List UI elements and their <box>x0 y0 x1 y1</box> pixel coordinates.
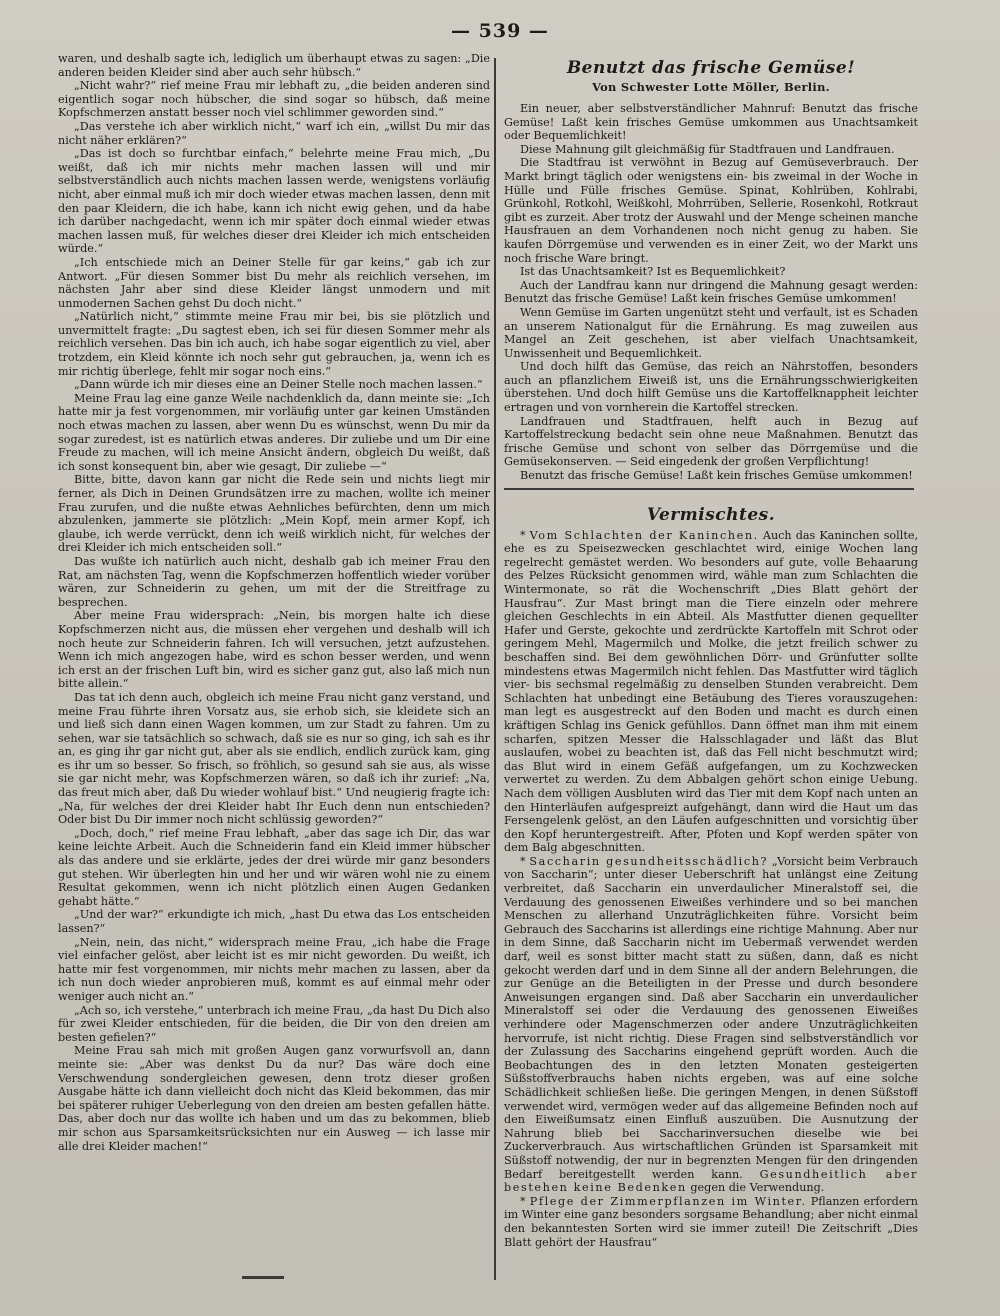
story-paragraph: „Natürlich nicht,“ stimmte meine Frau mir bei, bis sie plötzlich und unvermittelt fragte: „Du sagtest eben, ich sei für diesen Sommer mehr als reichlich versehen. Das bin ich auch, ich habe sogar eigentlich zu viel, aber trotzdem, ein Kleid könnte ich noch sehr gut gebrauchen, ja, wenn ich es mir richtig überlege, fehlt mir sogar noch eins.“ <box>58 310 490 378</box>
misc-item-saccharin: * Saccharin gesundheitsschädlich? „Vorsicht beim Verbrauch von Saccharin“; unter dieser Ueberschrift hat unlängst eine Zeitung verbreitet, daß Saccharin ein unverdaulicher Mineralstoff sei, die Verdauung des genossenen Eiweißes verhindere und so bei manchen Menschen zu allerhand Unzuträglichkeiten führe. Vorsicht beim Gebrauch des Saccharins ist allerdings eine richtige Mahnung. Aber nur in dem Sinne, daß Saccharin nicht im Uebermaß verwendet werden darf, weil es sonst bitter macht statt zu süßen, dann, daß es nicht gekocht werden darf und in dem Sinne all der andern Belehrungen, die zur Genüge an die Beteiligten in der Presse und durch besondere Anweisungen ergangen sind. Daß aber Saccharin ein unverdaulicher Mineralstoff sei oder die Verdauung des genossenen Eiweißes verhindere oder Magenschmerzen oder andere Unzuträglichkeiten hervorrufe, ist nicht richtig. Diese Fragen sind selbstverständlich vor der Zulassung des Saccharins eingehend geprüft worden. Auch die Beobachtungen des in den letzten Monaten gesteigerten Süßstoffverbrauchs haben nichts ergeben, was auf eine solche Schädlichkeit schließen ließe. Die geringen Mengen, in denen Süßstoff verwendet wird, vermögen weder auf das allgemeine Befinden noch auf den Eiweißumsatz einen Einfluß auszuüben. Die Ausnutzung der Nahrung blieb bei Saccharinversuchen dieselbe wie bei Zuckerverbrauch. Aus wirtschaftlichen Gründen ist Sparsamkeit mit Süßstoff notwendig, der nur in begrenzten Mengen für den dringenden Bedarf bereitgestellt werden kann. Gesundheitlich aber bestehen keine Bedenken gegen die Verwendung. <box>504 854 918 1195</box>
column-divider <box>494 58 496 1280</box>
misc-item-text: Pflanzen erfordern im Winter eine ganz besonders sorgsame Behandlung; aber nicht einmal den bekanntesten Sorten wird sie immer zuteil! Die Zeitschrift „Dies Blatt gehört der Hausfrau“ <box>504 1194 918 1249</box>
story-paragraph: „Nicht wahr?“ rief meine Frau mir lebhaft zu, „die beiden anderen sind eigentlich sogar noch hübscher, die sind sogar so hübsch, daß meine Kopfschmerzen anstatt besser noch viel schlimmer geworden sind.“ <box>58 79 490 120</box>
article-paragraph: Wenn Gemüse im Garten ungenützt steht und verfault, ist es Schaden an unserem Nationalgut für die Ernährung. Es mag zuweilen aus Mangel an Zeit geschehen, ist aber vielfach Unachtsamkeit, Unwissenheit und Bequemlichkeit. <box>504 305 918 360</box>
page-number: — 539 — <box>451 20 549 42</box>
story-paragraph: „Das verstehe ich aber wirklich nicht,“ warf ich ein, „willst Du mir das nicht näher erklären?“ <box>58 119 490 147</box>
misc-item-heading: Saccharin gesundheitsschädlich? <box>529 854 769 868</box>
article-paragraph: Benutzt das frische Gemüse! Laßt kein frisches Gemüse umkommen! <box>520 469 913 483</box>
article-paragraph: Auch der Landfrau kann nur dringend die Mahnung gesagt werden: Benutzt das frische Gemüse! Laßt kein frisches Gemüse umkommen! <box>504 278 918 306</box>
article-paragraph: Ein neuer, aber selbstverständlicher Mahnruf: Benutzt das frische Gemüse! Laßt kein frisches Gemüse umkommen aus Unachtsamkeit oder Bequemlichkeit! <box>504 102 918 143</box>
story-paragraph: Bitte, bitte, davon kann gar nicht die Rede sein und nichts liegt mir ferner, als Dich in Deinen Grundsätzen irre zu machen, wollte ich meiner Frau zurufen, und die nußte etwas Aehnliches befürchten, denn um mich abzulenken, jammerte sie plötzlich: „Mein Kopf, mein armer Kopf, ich glaube, ich werde verrückt, denn ich weiß wirklich nicht, für welches der drei Kleider ich mich entscheiden soll.“ <box>58 473 490 555</box>
story-paragraph: „Das ist doch so furchtbar einfach,“ belehrte meine Frau mich, „Du weißt, daß ich mir nichts mehr machen lassen will und mir selbstverständlich auch nichts machen lassen werde, wenigstens vorläufig nicht, aber einmal muß ich mir doch wieder etwas machen lassen, denn mit den paar Kleidern, die ich habe, kann ich nicht ewig gehen, und da habe ich darüber nachgedacht, wenn ich mir später doch einmal wieder etwas machen lassen muß, für welches dieser drei Kleider ich mich entscheiden würde.“ <box>58 147 490 256</box>
story-paragraph: „Und der war?“ erkundigte ich mich, „hast Du etwa das Los entscheiden lassen?“ <box>58 908 490 935</box>
story-paragraph: „Ich entschiede mich an Deiner Stelle für gar keins,“ gab ich zur Antwort. „Für diesen Sommer bist Du mehr als reichlich versehen, im nächsten Jahr aber sind diese Kleider längst unmodern und mit unmodernen Sachen gehst Du doch nicht.“ <box>58 255 490 310</box>
story-paragraph: „Dann würde ich mir dieses eine an Deiner Stelle noch machen lassen.“ <box>74 378 483 392</box>
story-paragraph: Aber meine Frau widersprach: „Nein, bis morgen halte ich diese Kopfschmerzen nicht aus, die müssen eher vergehen und deshalb will ich noch heute zur Schneiderin fahren. Ich will versuchen, jetzt aufzustehen. Wenn ich mich angezogen habe, wird es schon besser werden, und wenn ich erst an der frischen Luft bin, wird es sicher ganz gut, also laß mich nun bitte allein.“ <box>58 609 490 691</box>
misc-item-emphasis: Gesundheitlich aber bestehen keine Bedenken <box>504 1167 918 1195</box>
story-paragraph: Das wußte ich natürlich auch nicht, deshalb gab ich meiner Frau den Rat, am nächsten Tag, wenn die Kopfschmerzen hoffentlich wieder vorüber wären, zur Schneiderin zu gehen, um mit der die Streitfrage zu besprechen. <box>58 554 490 609</box>
article-miscellaneous <box>504 505 918 1249</box>
article-vegetables <box>504 58 918 483</box>
story-paragraph: Meine Frau lag eine ganze Weile nachdenklich da, dann meinte sie: „Ich hatte mir ja fest vorgenommen, mir vorläufig unter gar keinen Umständen noch etwas machen zu lassen, aber wenn Du es wünschst, wenn Du mir da sogar zuredest, ist es natürlich etwas anderes. Dir zuliebe und um Dir eine Freude zu machen, will ich meine Ansicht ändern, obgleich Du weißt, daß ich sonst konsequent bin, aber wie gesagt, Dir zuliebe —“ <box>58 391 490 473</box>
article-paragraph: Und doch hilft das Gemüse, das reich an Nährstoffen, besonders auch an pflanzlichem Eiweiß ist, uns die Ernährungsschwierigkeiten überstehen. Und doch hilft Gemüse uns die Kartoffelknappheit leichter ertragen und von vornherein die Kartoffel strecken. <box>504 360 918 415</box>
left-column-story <box>58 52 490 1282</box>
story-paragraph: waren, und deshalb sagte ich, lediglich um überhaupt etwas zu sagen: „Die anderen beiden Kleider sind aber auch sehr hübsch.“ <box>58 52 490 79</box>
misc-item-text: Auch das Kaninchen sollte, ehe es zu Speisezwecken geschlachtet wird, einige Wochen lang regelrecht gemästet werden. Wo besonders auf gute, volle Behaarung des Pelzes Rücksicht genommen wird, wähle man zum Schlachten die Wintermonate, so rät die Wochenschrift „Dies Blatt gehört der Hausfrau“. Zur Mast bringt man die Tiere einzeln oder mehrere gleichen Geschlechts in ein Abteil. Als Mastfutter dienen gequellter Hafer und Gerste, gekochte und zerdrückte Kartoffeln mit Schrot oder geringem Mehl, Magermilch und Molke, die jetzt freilich schwer zu beschaffen sind. Bei dem gewöhnlichen Dörr- und Grünfutter sollte mindestens etwas Magermilch nicht fehlen. Das Mastfutter wird täglich vier- bis sechsmal regelmäßig zu denselben Stunden verabreicht. Dem Schlachten hat unbedingt eine Betäubung des Tieres vorauszugehen: man legt es ausgestreckt auf den Boden und macht es durch einen kräftigen Schlag ins Genick gefühllos. Dann öffnet man ihm mit einem scharfen, spitzen Messer die Halsschlagader und läßt das Blut auslaufen, wobei zu beachten ist, daß das Fell nicht beschmutzt wird; das Blut wird in einem Gefäß aufgefangen, um zu Kochzwecken verwertet zu werden. Zu dem Abbalgen gehört schon einige Uebung. Nach dem völligen Ausbluten wird das Tier mit dem Kopf nach unten an den Hinterläufen aufgespreizt aufgehängt, dann wird die Haut um das Fersengelenk gelöst, an den Läufen aufgeschnitten und vorsichtig über den Kopf heruntergestreift. After, Pfoten und Kopf werden später von dem Balg abgeschnitten. <box>504 528 918 855</box>
story-paragraph: „Ach so, ich verstehe,“ unterbrach ich meine Frau, „da hast Du Dich also für zwei Kleider entschieden, für die beiden, die Dir von den dreien am besten gefielen?“ <box>58 1003 490 1044</box>
story-paragraph: „Nein, nein, das nicht,“ widersprach meine Frau, „ich habe die Frage viel einfacher gelöst, aber leicht ist es mir nicht geworden. Du weißt, ich hatte mir fest vorgenommen, mir nichts mehr machen zu lassen, aber da ich nun doch wieder anprobieren muß, kommt es auf einmal mehr oder weniger auch nicht an.“ <box>58 935 490 1003</box>
misc-item-houseplants: * Pflege der Zimmerpflanzen im Winter. Pflanzen erfordern im Winter eine ganz besonders sorgsame Behandlung; aber nicht einmal den bekanntesten Sorten wird sie immer zuteil! Die Zeitschrift „Dies Blatt gehört der Hausfrau“ <box>504 1194 918 1249</box>
article-paragraph: Ist das Unachtsamkeit? Ist es Bequemlichkeit? <box>520 265 786 279</box>
misc-item-heading: Pflege der Zimmerpflanzen im Winter. <box>529 1194 807 1208</box>
article-title: Benutzt das frische Gemüse! <box>566 58 856 78</box>
article-paragraph: Landfrauen und Stadtfrauen, helft auch in Bezug auf Kartoffelstreckung bedacht sein ohne neue Maßnahmen. Benutzt das frische Gemüse und schont von selber das Dörrgemüse und die Gemüsekonserven. — Seid eingedenk der großen Verpflichtung! <box>504 414 918 469</box>
misc-item-text: gegen die Verwendung. <box>686 1181 825 1195</box>
story-paragraph: „Doch, doch,“ rief meine Frau lebhaft, „aber das sage ich Dir, das war keine leichte Arbeit. Auch die Schneiderin fand ein Kleid immer hübscher als das andere und sie erklärte, jedes der drei würde mir ganz besonders gut stehen. Wir überlegten hin und her und wir wären wohl nie zu einem Resultat gekommen, wenn ich nicht plötzlich einen Augen Gedanken gehabt hätte.“ <box>58 826 490 908</box>
misc-item-rabbits: * Vom Schlachten der Kaninchen. Auch das Kaninchen sollte, ehe es zu Speisezwecken geschlachtet wird, einige Wochen lang regelrecht gemästet werden. Wo besonders auf gute, volle Behaarung des Pelzes Rücksicht genommen wird, wähle man zum Schlachten die Wintermonate, so rät die Wochenschrift „Dies Blatt gehört der Hausfrau“. Zur Mast bringt man die Tiere einzeln oder mehrere gleichen Geschlechts in ein Abteil. Als Mastfutter dienen gequellter Hafer und Gerste, gekochte und zerdrückte Kartoffeln mit Schrot oder geringem Mehl, Magermilch und Molke, die jetzt freilich schwer zu beschaffen sind. Bei dem gewöhnlichen Dörr- und Grünfutter sollte mindestens etwas Magermilch nicht fehlen. Das Mastfutter wird täglich vier- bis sechsmal regelmäßig zu denselben Stunden verabreicht. Dem Schlachten hat unbedingt eine Betäubung des Tieres vorauszugehen: man legt es ausgestreckt auf den Boden und macht es durch einen kräftigen Schlag ins Genick gefühllos. Dann öffnet man ihm mit einem scharfen, spitzen Messer die Halsschlagader und läßt das Blut auslaufen, wobei zu beachten ist, daß das Fell nicht beschmutzt wird; das Blut wird in einem Gefäß aufgefangen, um zu Kochzwecken verwertet zu werden. Zu dem Abbalgen gehört schon einige Uebung. Nach dem völligen Ausbluten wird das Tier mit dem Kopf nach unten an den Hinterläufen aufgespreizt aufgehängt, dann wird die Haut um das Fersengelenk gelöst, an den Läufen aufgeschnitten und vorsichtig über den Kopf heruntergestreift. After, Pfoten und Kopf werden später von dem Balg abgeschnitten. <box>504 528 918 855</box>
article-byline: Von Schwester Lotte Möller, Berlin. <box>592 80 830 94</box>
article-paragraph: Die Stadtfrau ist verwöhnt in Bezug auf Gemüseverbrauch. Der Markt bringt täglich oder wenigstens ein- bis zweimal in der Woche in Hülle und Fülle frisches Gemüse. Spinat, Kohlrüben, Kohlrabi, Grünkohl, Rotkohl, Weißkohl, Mohrrüben, Sellerie, Rosenkohl, Rotkraut gibt es zurzeit. Aber trotz der Auswahl und der Menge scheinen manche Hausfrauen an dem Vorhandenen noch nicht genug zu haben. Sie kaufen Dörrgemüse und verwenden es in einer Zeit, wo der Markt uns noch frische Ware bringt. <box>504 156 918 265</box>
misc-item-heading: Vom Schlachten der Kaninchen. <box>529 528 759 542</box>
story-end-rule <box>242 1276 284 1279</box>
misc-item-text: „Vorsicht beim Verbrauch von Saccharin“; unter dieser Ueberschrift hat unlängst eine Zeitung verbreitet, daß Saccharin ein unverdaulicher Mineralstoff sei, die Verdauung des genossenen Eiweißes verhindere und so bei manchen Menschen zu allerhand Unzuträglichkeiten führe. Vorsicht beim Gebrauch des Saccharins ist allerdings eine richtige Mahnung. Aber nur in dem Sinne, daß Saccharin nicht im Uebermaß verwendet werden darf, weil es sonst bitter macht statt zu süßen, dann, daß es nicht gekocht werden darf und in dem Sinne all der andern Belehrungen, die zur Genüge an die Beteiligten in der Presse und durch besondere Anweisungen ergangen sind. Daß aber Saccharin ein unverdaulicher Mineralstoff sei oder die Verdauung des genossenen Eiweißes verhindere oder Magenschmerzen oder andere Unzuträglichkeiten hervorrufe, ist nicht richtig. Diese Fragen sind selbstverständlich vor der Zulassung des Saccharins eingehend geprüft worden. Auch die Beobachtungen des in den letzten Monaten gesteigerten Süßstoffverbrauchs haben nichts ergeben, was auf eine solche Schädlichkeit schließen ließe. Die geringen Mengen, in denen Süßstoff verwendet wird, vermögen weder auf das allgemeine Befinden noch auf den Eiweißumsatz einen Einfluß auszuüben. Die Ausnutzung der Nahrung blieb bei Saccharinversuchen dieselbe wie bei Zuckerverbrauch. Aus wirtschaftlichen Gründen ist Sparsamkeit mit Süßstoff notwendig, der nur in begrenzten Mengen für den dringenden Bedarf bereitgestellt werden kann. <box>504 854 918 1181</box>
story-paragraph: Meine Frau sah mich mit großen Augen ganz vorwurfsvoll an, dann meinte sie: „Aber was denkst Du da nur? Das wäre doch eine Verschwendung sondergleichen gewesen, denn trotz dieser großen Ausgabe hätte ich dann vielleicht doch nicht das Kleid bekommen, das mir bei späterer ruhiger Ueberlegung von den dreien am besten gefallen hätte. Das, aber doch nur das wollte ich haben und um das zu bekommen, blieb mir schon aus Sparsamkeitsrücksichten nur ein Ausweg — ich lasse mir alle drei Kleider machen!“ <box>58 1044 490 1153</box>
story-paragraph: Das tat ich denn auch, obgleich ich meine Frau nicht ganz verstand, und meine Frau führte ihren Vorsatz aus, sie erhob sich, sie kleidete sich an und ließ sich dann einen Wagen kommen, um zur Stadt zu fahren. Um zu sehen, war sie tatsächlich so schwach, daß sie es nur so ging, ich sah es ihr an, es ging ihr gar nicht gut, aber als sie endlich, endlich zurück kam, ging es ihr um so besser. So frisch, so fröhlich, so gesund sah sie aus, als wisse sie gar nicht mehr, was Kopfschmerzen wären, so daß ich ihr zurief: „Na, das freut mich aber, daß Du wieder wohlauf bist.“ Und neugierig fragte ich: „Na, für welches der drei Kleider habt Ihr Euch denn nun entschieden? Oder bist Du Dir immer noch nicht schlüssig geworden?“ <box>58 690 490 827</box>
article-paragraph: Diese Mahnung gilt gleichmäßig für Stadtfrauen und Landfrauen. <box>520 142 895 156</box>
right-column <box>504 52 918 1292</box>
section-divider <box>504 488 914 490</box>
article-title: Vermischtes. <box>646 504 776 525</box>
